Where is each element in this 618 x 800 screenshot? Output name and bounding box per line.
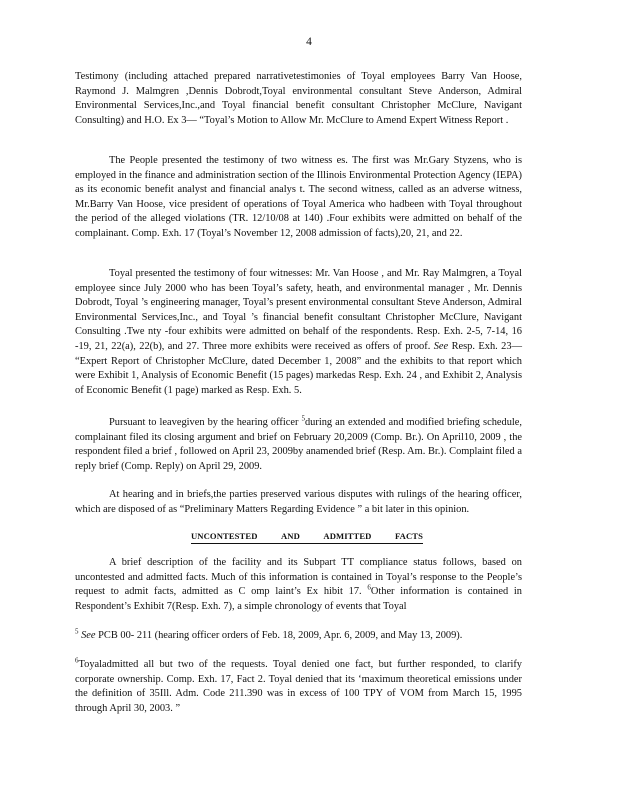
- footnote-ref-5: 5: [301, 414, 305, 423]
- paragraph-briefing: [75, 416, 522, 474]
- see-signal: See: [433, 340, 449, 352]
- footnote-5-text: PCB 00- 211 (hearing officer orders of Feb. 18, 2009, Apr. 6, 2009, and May 13, 2009).: [98, 630, 463, 641]
- facility-text: A brief description of the facility and its Subpart TT compliance status follows, based on uncontested and admitted facts. Much of this information is contained in Toyal’s response to the People’s request to admit facts, admitted as C omp laint’s Ex hibit 17.: [75, 557, 522, 598]
- toyal-witnesses-text: Toyal presented the testimony of four witnesses: Mr. Van Hoose , and Mr. Ray Malmgren, a Toyal employee since July 2000 who has been Toyal’s safety, heath, and environmental manager , Mr. Dennis Dobrodt, Toyal ’s engineering manager, Toyal’s present environmental consultant Steve Anderson, Admiral Environmental Services,Inc., and Toyal ’s financial benefit consultant Christopher McClure, Navigant Consulting .Twe nty -four exhibits were admitted on behalf of the respondents. Resp. Exh. 2-5, 7-14, 16 -19, 21, 22(a), 22(b), and 27. Three more exhibits were received as offers of proof.: [75, 268, 522, 352]
- paragraph-disputes: At hearing and in briefs,the parties preserved various disputes with rulings of the hearing officer, which are disposed of as “Preliminary Matters Regarding Evidence ” a bit later in this opinion.: [75, 489, 522, 515]
- footnote-6-text: Toyaladmitted all but two of the requests. Toyal denied one fact, but further responded, to clarify corporate ownership. Comp. Exh. 17, Fact 2. Toyal denied that its ‘maximum theoretical emissions under the definition of 35Ill. Adm. Code 211.390 was in excess of 100 TPY of VOM from March 15, 1995 through April 30, 2003. ”: [75, 659, 522, 714]
- heading-word: UNCONTESTED: [191, 531, 258, 541]
- facility-continued-text: Other information is contained in Respondent’s Exhibit 7(Resp. Exh. 7), a simple chronology of events that Toyal: [75, 586, 522, 612]
- footnote-5: [75, 629, 522, 644]
- section-heading: [191, 531, 423, 544]
- page-number: 4: [306, 36, 312, 48]
- briefing-lead-text: Pursuant to leavegiven by the hearing officer: [109, 417, 299, 428]
- footnote-6: [75, 658, 522, 716]
- heading-word: FACTS: [394, 531, 423, 541]
- footnote-see-signal: See: [81, 630, 96, 641]
- heading-word: ADMITTED: [323, 531, 372, 541]
- resp-exhibit-text: Resp. Exh. 23— “Expert Report of Christopher McClure, dated December 1, 2008” and the exhibits to that report which were Exhibit 1, Analysis of Economic Benefit (15 pages) markedas Resp. Exh. 24 , and Exhibit 2, Analysis of Economic Benefit (1 page) marked as Resp. Exh. 5.: [75, 340, 522, 396]
- briefing-text: during an extended and modified briefing schedule, complainant filed its closing argument and brief on February 20,2009 (Comp. Br.). On April10, 2009 , the respondent filed a brief , followed on April 23, 2009by anamended brief (Resp. Am. Br.). Complaint filed a reply brief (Comp. Reply) on April 29, 2009.: [75, 417, 522, 472]
- paragraph-testimony: Testimony (including attached prepared narrativetestimonies of Toyal employees Barry Van Hoose, Raymond J. Malmgren ,Dennis Dobrodt,Toyal environmental consultant Steve Anderson, Admiral Environmental Services,Inc.,and Toyal financial benefit consultant Christopher McClure, Navigant Consulting) and H.O. Ex 3— “Toyal’s Motion to Allow Mr. McClure to Amend Expert Witness Report .: [75, 71, 522, 126]
- paragraph-toyal-witnesses: [75, 267, 522, 398]
- footnote-mark: 6: [75, 656, 79, 665]
- paragraph-people-witnesses: The People presented the testimony of two witness es. The first was Mr.Gary Styzens, who is employed in the finance and administration section of the Illinois Environmental Protection Agency (IEPA) as its economic benefit analyst and financial analys t. The second witness, called as an adverse witness, Mr.Barry Van Hoose, vice president of operations of Toyal America who hadbeen with Toyal throughout the period of the alleged violations (TR. 12/10/08 at 140) .Four exhibits were admitted on behalf of the complainant. Comp. Exh. 17 (Toyal’s November 12, 2008 admission of facts),20, 21, and 22.: [75, 155, 522, 239]
- footnote-mark: 5: [75, 627, 79, 636]
- paragraph-facility: [75, 556, 522, 614]
- heading-word: AND: [281, 531, 300, 541]
- footnote-ref-6: 6: [367, 583, 371, 592]
